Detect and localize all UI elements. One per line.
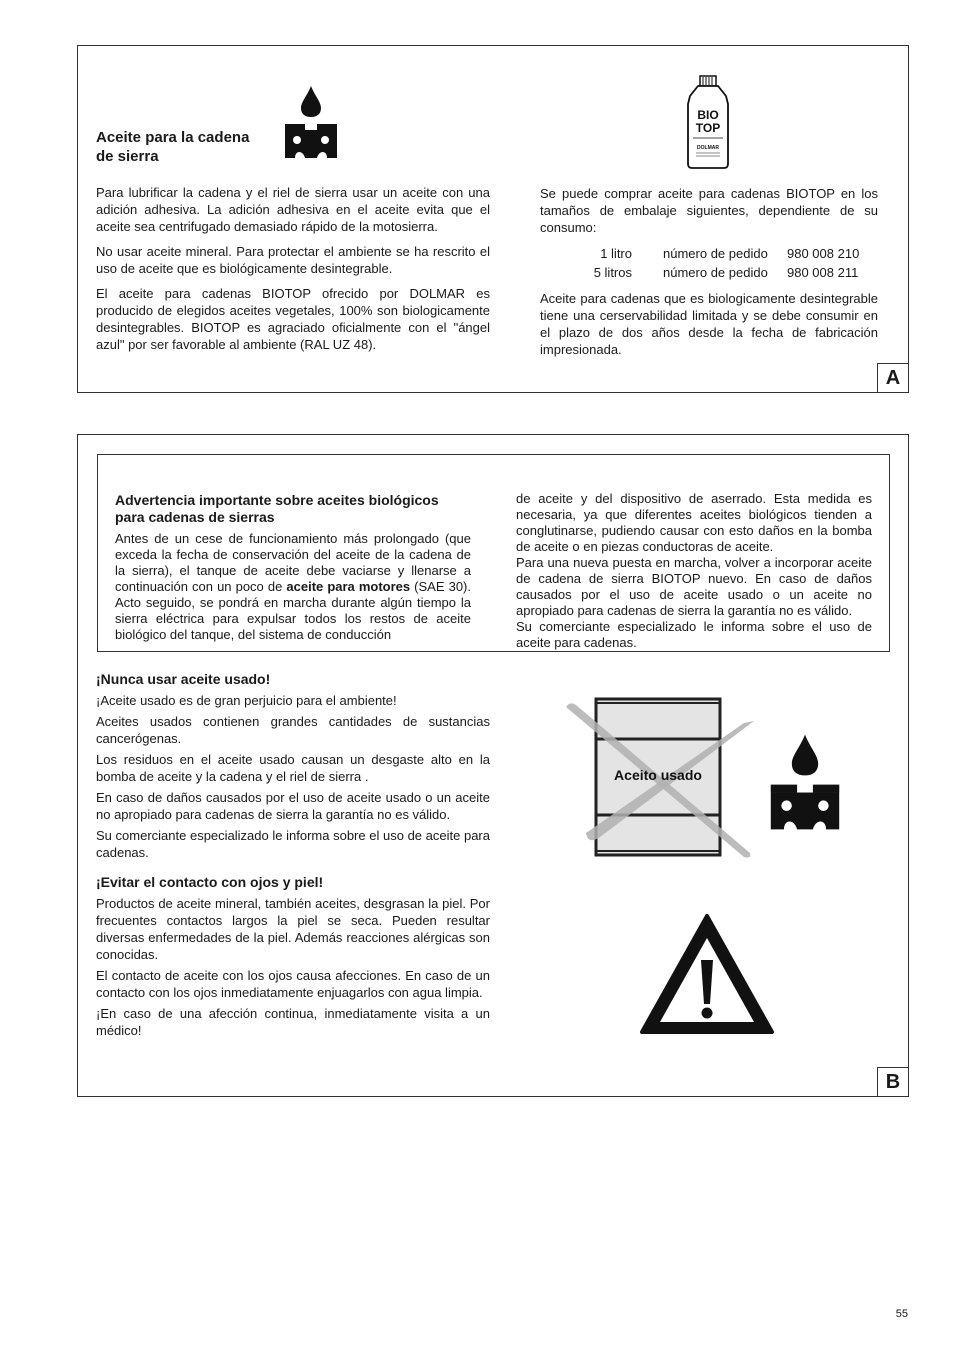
barrel-label: Aceito usado	[614, 767, 702, 783]
contact-heading: ¡Evitar el contacto con ojos y piel!	[96, 874, 324, 890]
table-row	[540, 244, 859, 263]
section-b	[77, 434, 909, 1097]
paragraph: En caso de daños causados por el uso de aceite usado o un aceite no apropiado para cadenas de sierra la garantía no es válido.	[96, 790, 490, 822]
section-a-title: Aceite para la cadena de sierra	[96, 129, 250, 165]
used-oil-heading: ¡Nunca usar aceite usado!	[96, 671, 271, 687]
biotop-bottle-icon	[684, 74, 732, 170]
warning-text-start: Antes de un cese de funcionamiento más prolongado (que exceda la fecha de conservación del aceite de la cadena de la sierra), el tanque de aceite debe vaciarse y llenarse a continuación con un poco de	[115, 531, 471, 594]
table-row	[540, 263, 859, 282]
page-number: 55	[895, 1308, 908, 1320]
section-letter-a: A	[877, 363, 909, 393]
label-cell: número de pedido	[663, 265, 768, 280]
paragraph: Para una nueva puesta en marcha, volver a incorporar aceite de cadena de sierra BIOTOP nuevo. En caso de daños causados por el uso de aceite usado o un aceite no apropiado para cadenas de sierra la garantía no es válido.	[516, 555, 872, 618]
paragraph: El contacto de aceite con los ojos causa afecciones. En caso de un contacto con los ojos inmediatamente enjuagarlos con agua limpia.	[96, 968, 490, 1000]
order-number-cell: 980 008 210	[787, 246, 860, 261]
size-cell: 5 litros	[593, 265, 632, 280]
bio-oil-warning-box	[97, 454, 890, 652]
paragraph	[115, 531, 471, 643]
section-a	[77, 45, 909, 393]
paragraph: Los residuos en el aceite usado causan un desgaste alto en la bomba de aceite y la cadena y el riel de sierra .	[96, 752, 490, 784]
warning-text-bold: aceite para motores	[286, 579, 411, 594]
paragraph: El aceite para cadenas BIOTOP ofrecido por DOLMAR es producido de elegidos aceites vegetales, 100% son biologicamente desintegrables. BIOTOP es agraciado oficialmente con el "ángel azul" por ser favorable al ambiente (RAL UZ 48).	[96, 286, 490, 352]
bottle-brand: DOLMAR	[697, 145, 719, 151]
warning-text-end: (SAE 30). Acto seguido, se pondrá en marcha durante algún tiempo la sierra eléctrica para expulsar todos los restos de aceite biológico del tanque, del sistema de conducción	[115, 579, 471, 642]
section-letter-b: B	[877, 1067, 909, 1097]
paragraph: Productos de aceite mineral, también aceites, desgrasan la piel. Por frecuentes contactos largos la piel se seca. Pueden resultar diversas enfermedades de la piel. Además reacciones alérgicas son conocidas.	[96, 896, 490, 962]
size-cell: 1 litro	[600, 246, 632, 261]
paragraph: ¡En caso de una afección continua, inmediatamente visita a un médico!	[96, 1006, 490, 1038]
sizes-table	[540, 244, 859, 282]
paragraph: Se puede comprar aceite para cadenas BIOTOP en los tamaños de embalaje siguientes, dependiente de su consumo:	[540, 186, 878, 235]
paragraph: de aceite y del dispositivo de aserrado. Esta medida es necesaria, ya que diferentes aceites biológicos tienden a conglutinarse, pudiendo causar con esto daños en la bomba de aceite o en piezas conductoras de aceite.	[516, 491, 872, 554]
section-a-title-wrap	[96, 128, 266, 166]
oil-drop-chain-icon	[283, 84, 339, 160]
warning-triangle-icon	[638, 912, 776, 1036]
order-number-cell: 980 008 211	[787, 265, 859, 280]
paragraph: Para lubrificar la cadena y el riel de sierra usar un aceite con una adición adhesiva. La adición adhesiva en el aceite evita que el aceite sea centrifugado demasiado rápido de la motosierra.	[96, 185, 490, 234]
paragraph: Aceite para cadenas que es biologicamente desintegrable tiene una cerservabilidad limitada y se debe consumir en el plazo de dos años desde la fecha de fabricación impresionada.	[540, 291, 878, 357]
section-a-right-text	[540, 185, 878, 366]
used-oil-section	[96, 670, 490, 1043]
bottle-label-bio: BIO	[697, 108, 719, 122]
label-cell: número de pedido	[663, 246, 768, 261]
paragraph: No usar aceite mineral. Para protectar el ambiente se ha rescrito el uso de aceite que es biológicamente desintegrable.	[96, 244, 490, 276]
bottle-label-top: TOP	[695, 121, 721, 135]
crossed-barrel-icon	[564, 693, 764, 863]
warning-title: Advertencia importante sobre aceites biológicos para cadenas de sierras	[115, 492, 439, 525]
paragraph: ¡Aceite usado es de gran perjuicio para el ambiente!	[96, 693, 397, 708]
oil-drop-chain-icon	[768, 732, 842, 832]
paragraph: Su comerciante especializado le informa sobre el uso de aceite para cadenas.	[516, 619, 872, 650]
paragraph: Aceites usados contienen grandes cantidades de sustancias cancerógenas.	[96, 714, 490, 746]
paragraph: Su comerciante especializado le informa sobre el uso de aceite para cadenas.	[96, 828, 490, 860]
warning-right-column	[516, 491, 872, 651]
warning-left-column	[115, 492, 471, 643]
section-a-left-text	[96, 184, 490, 361]
